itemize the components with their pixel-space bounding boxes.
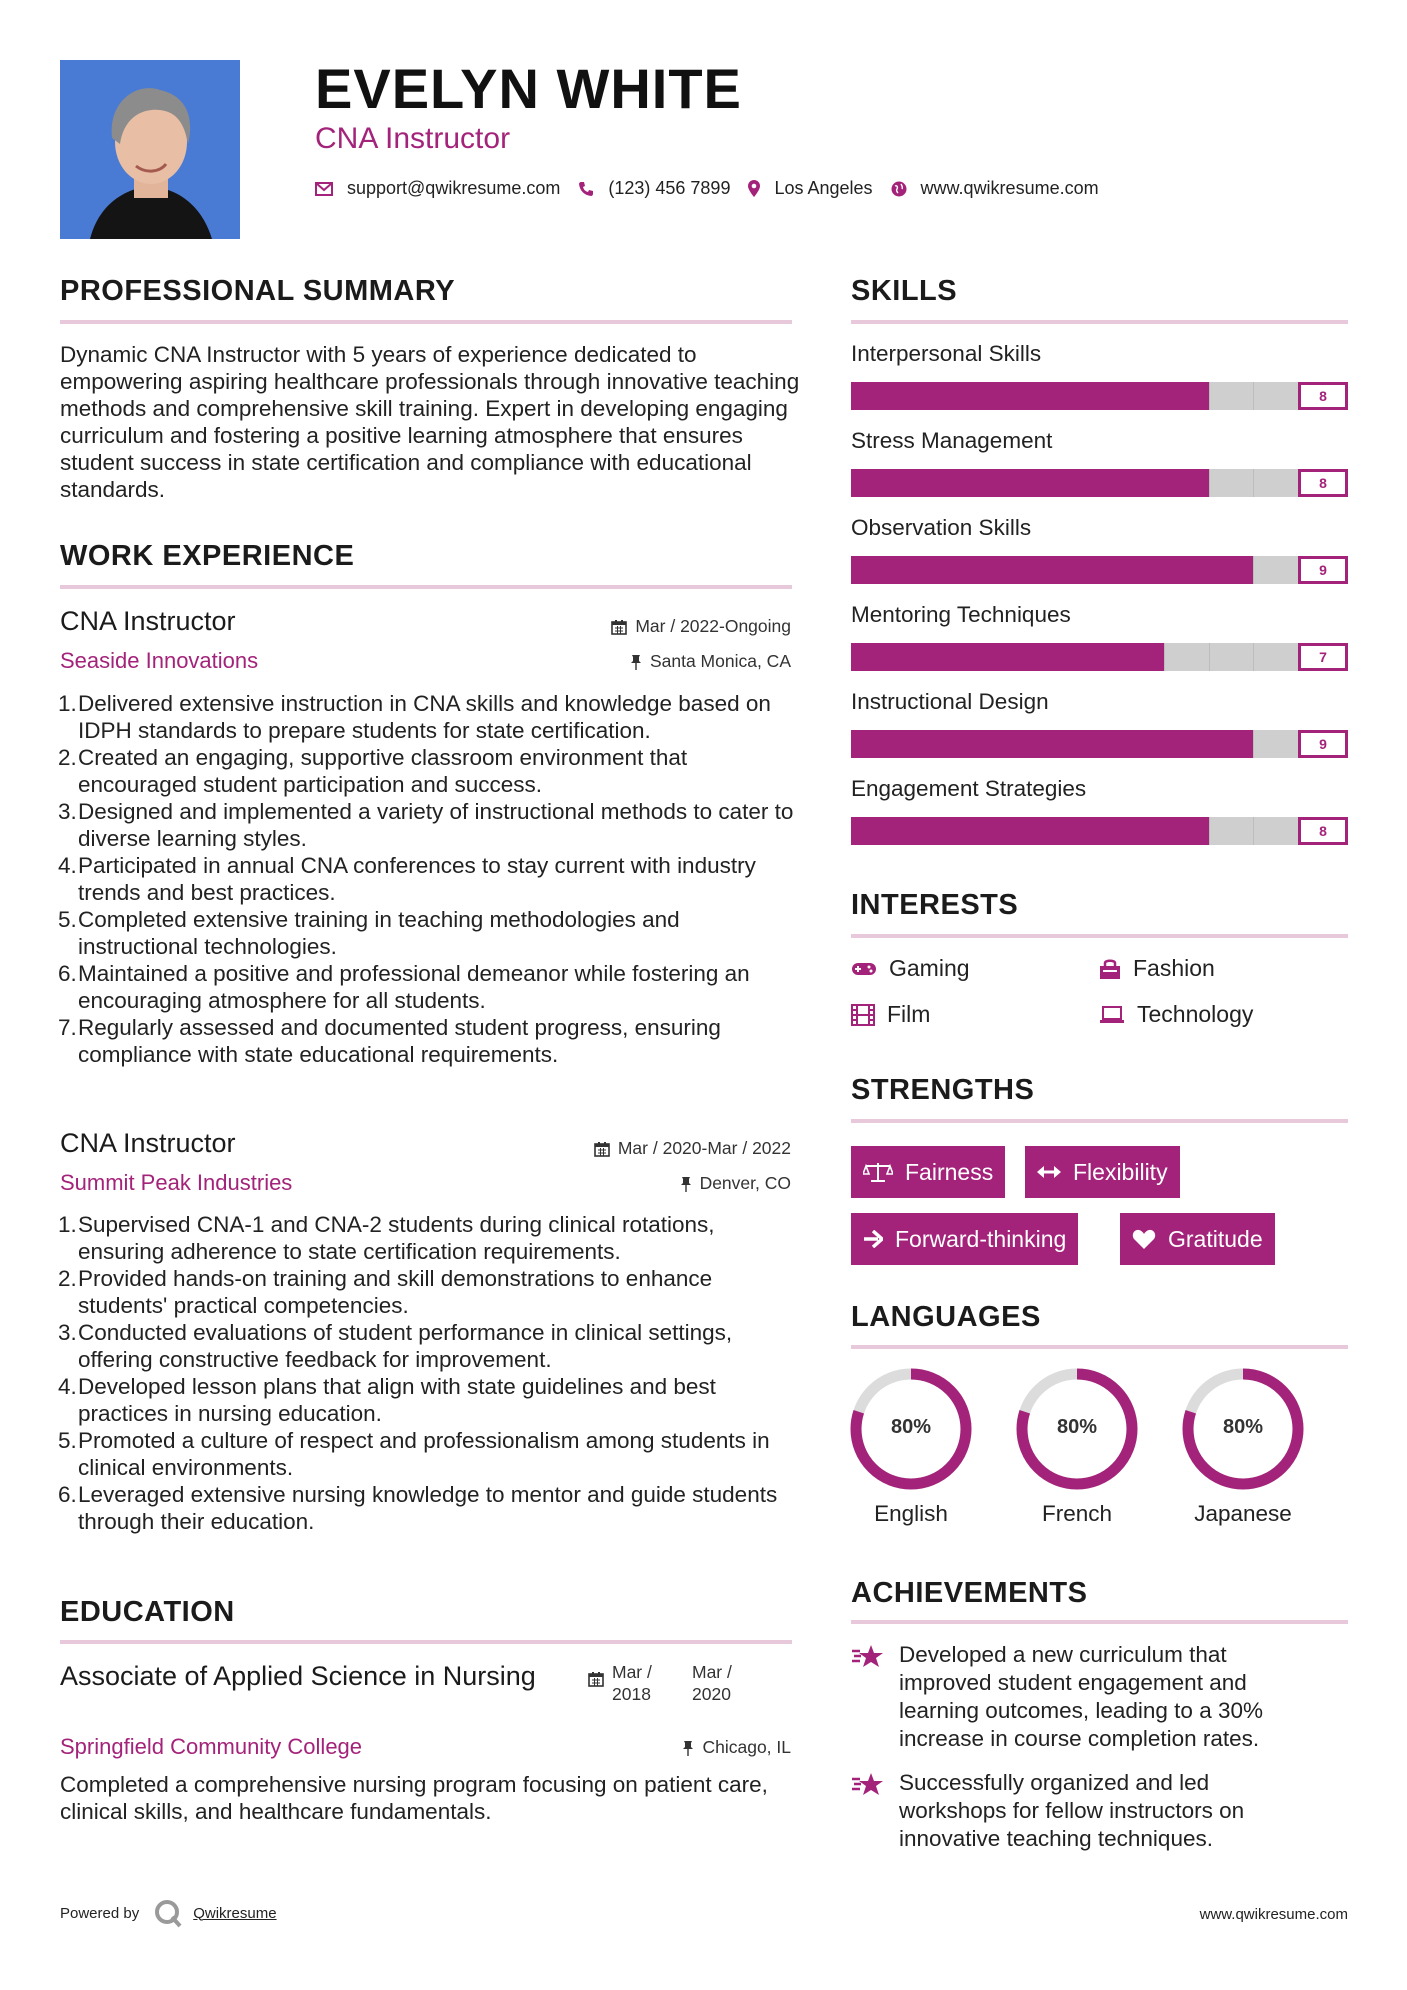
company-1: Seaside Innovations: [60, 648, 259, 673]
education-heading: EDUCATION: [60, 1596, 235, 1628]
contact-email[interactable]: [315, 178, 560, 199]
education-start: Mar / 2018: [612, 1662, 652, 1704]
strength-flexibility: [1025, 1146, 1180, 1198]
list-item: Supervised CNA-1 and CNA-2 students during clinical rotations, ensuring adherence to state certification requirements.: [78, 1212, 715, 1264]
pushpin-icon: [682, 1740, 694, 1756]
education-location-text: Chicago, IL: [702, 1737, 791, 1757]
skill-bar: [851, 817, 1298, 845]
laptop-icon: [1099, 1006, 1125, 1024]
job-dates-1: [611, 616, 791, 637]
list-item: Participated in annual CNA conferences to stay current with industry trends and best practices.: [78, 853, 756, 905]
skill-score-badge: 9: [1298, 556, 1348, 584]
skill-bar-empty-segment: [1253, 730, 1298, 758]
list-item: Developed lesson plans that align with state guidelines and best practices in nursing education.: [78, 1374, 716, 1426]
list-item: Designed and implemented a variety of instructional methods to cater to diverse learning styles.: [78, 799, 794, 851]
experience-rule: [60, 585, 792, 589]
language-percent: 80%: [890, 1416, 932, 1438]
achievement-text: Successfully organized and led workshops for fellow instructors on innovative teaching techniques.: [899, 1770, 1245, 1851]
skill-score-badge: 8: [1298, 382, 1348, 410]
interests-heading: INTERESTS: [851, 889, 1019, 921]
job-title-2: CNA Instructor: [60, 1128, 236, 1158]
education-description: Completed a comprehensive nursing program focusing on patient care, clinical skills, and healthcare fundamentals.: [60, 1772, 768, 1824]
summary-text: Dynamic CNA Instructor with 5 years of experience dedicated to empowering aspiring healthcare professionals through innovative teaching methods and comprehensive skill training. Expert in developing engaging curriculum and fostering a positive learning atmosphere that ensures student success in state certification and compliance with educational standards.: [60, 342, 800, 502]
skill-score-badge: 8: [1298, 817, 1348, 845]
footer-powered-by: [60, 1898, 277, 1928]
strength-forward-thinking: [851, 1213, 1078, 1265]
achievement-item: [851, 1641, 1321, 1753]
summary-rule: [60, 320, 792, 324]
job-bullets-1: [60, 690, 805, 1068]
skill-bar-fill: [851, 556, 1253, 584]
language-ring: [850, 1368, 972, 1495]
strength-gratitude: [1120, 1213, 1275, 1265]
education-dates: [588, 1661, 772, 1705]
contact-location: [748, 178, 872, 199]
job-location-1: [630, 651, 791, 672]
skill-bar: [851, 382, 1298, 410]
contact-bar: [315, 178, 1117, 199]
arrows-horizontal-icon: [1037, 1165, 1061, 1179]
location-text: Los Angeles: [774, 178, 873, 198]
language-ring: [1016, 1368, 1138, 1495]
job-dates-text-1: Mar / 2022-Ongoing: [635, 616, 791, 636]
interest-label: Technology: [1137, 1001, 1254, 1027]
strength-fairness: [851, 1146, 1005, 1198]
interest-technology: [1099, 1001, 1253, 1028]
strength-label: Fairness: [905, 1158, 994, 1185]
skills-rule: [851, 320, 1348, 324]
school-name: Springfield Community College: [60, 1734, 363, 1759]
envelope-icon: [315, 182, 333, 196]
skill-name: Observation Skills: [851, 515, 1032, 540]
list-item: Created an engaging, supportive classroom environment that encouraged student participation and success.: [78, 745, 688, 797]
contact-phone[interactable]: [578, 178, 730, 199]
skill-name: Interpersonal Skills: [851, 341, 1042, 366]
languages-rule: [851, 1345, 1348, 1349]
website-text: www.qwikresume.com: [920, 178, 1099, 198]
list-item: Conducted evaluations of student performance in clinical settings, offering constructive feedback for improvement.: [78, 1320, 733, 1372]
job-location-text-2: Denver, CO: [699, 1173, 791, 1193]
phone-icon: [578, 181, 594, 197]
summary-heading: PROFESSIONAL SUMMARY: [60, 275, 456, 307]
skill-bar-empty-segment: [1253, 643, 1298, 671]
gamepad-icon: [851, 961, 877, 977]
list-item: Regularly assessed and documented student progress, ensuring compliance with state educational requirements.: [78, 1015, 721, 1067]
achievement-text: Developed a new curriculum that improved student engagement and learning outcomes, leading to a 30% increase in course completion rates.: [899, 1642, 1263, 1751]
heart-icon: [1132, 1229, 1156, 1250]
email-text: support@qwikresume.com: [347, 178, 561, 198]
strength-label: Gratitude: [1168, 1225, 1263, 1252]
skill-bar-empty-segment: [1253, 817, 1298, 845]
language-percent: 80%: [1056, 1416, 1098, 1438]
skill-bar-empty-segment: [1209, 817, 1254, 845]
skill-name: Mentoring Techniques: [851, 602, 1071, 627]
job-location-2: [680, 1173, 791, 1194]
job-dates-text-2: Mar / 2020-Mar / 2022: [617, 1138, 791, 1158]
candidate-name: EVELYN WHITE: [315, 57, 742, 120]
education-end: Mar / 2020: [692, 1662, 732, 1704]
skill-bar-empty-segment: [1209, 469, 1254, 497]
interest-film: [851, 1001, 930, 1028]
language-name: French: [1041, 1501, 1113, 1526]
education-location: [682, 1737, 791, 1758]
skill-bar: [851, 643, 1298, 671]
interest-label: Fashion: [1133, 955, 1215, 981]
strength-label: Forward-thinking: [895, 1225, 1067, 1252]
footer-site[interactable]: www.qwikresume.com: [1199, 1906, 1348, 1923]
skill-bar-fill: [851, 817, 1209, 845]
star-award-icon: [851, 1771, 885, 1799]
company-2: Summit Peak Industries: [60, 1170, 293, 1195]
skills-heading: SKILLS: [851, 275, 958, 307]
skill-bar-fill: [851, 730, 1253, 758]
balance-scale-icon: [863, 1161, 893, 1183]
skill-bar-empty-segment: [1209, 382, 1254, 410]
strengths-rule: [851, 1119, 1348, 1123]
skill-score-badge: 9: [1298, 730, 1348, 758]
interest-fashion: [1099, 955, 1215, 982]
achievements-heading: ACHIEVEMENTS: [851, 1577, 1088, 1609]
language-ring: [1182, 1368, 1304, 1495]
list-item: Maintained a positive and professional demeanor while fostering an encouraging atmosphere for all students.: [78, 961, 750, 1013]
list-item: Delivered extensive instruction in CNA skills and knowledge based on IDPH standards to prepare students for state certification.: [78, 691, 771, 743]
job-title-1: CNA Instructor: [60, 606, 236, 636]
language-name: English: [874, 1501, 948, 1526]
skill-bar-empty-segment: [1253, 556, 1298, 584]
job-bullets-2: [60, 1211, 805, 1535]
job-location-text-1: Santa Monica, CA: [649, 651, 791, 671]
powered-by-text: Powered by: [60, 1904, 140, 1922]
interest-gaming: [851, 955, 970, 982]
skill-bar: [851, 730, 1298, 758]
skill-bar-empty-segment: [1209, 643, 1254, 671]
interests-rule: [851, 934, 1348, 938]
qwikresume-logo-icon: [153, 1898, 183, 1928]
strength-label: Flexibility: [1073, 1158, 1168, 1185]
language-percent: 80%: [1222, 1416, 1264, 1438]
experience-heading: WORK EXPERIENCE: [60, 540, 355, 572]
calendar-icon: [611, 619, 627, 635]
list-item: Leveraged extensive nursing knowledge to mentor and guide students through their education.: [78, 1482, 778, 1534]
language-name: Japanese: [1194, 1501, 1292, 1526]
shopping-bag-icon: [1099, 958, 1121, 980]
degree-title: Associate of Applied Science in Nursing: [60, 1661, 536, 1691]
star-award-icon: [851, 1643, 885, 1671]
skill-bar-empty-segment: [1253, 382, 1298, 410]
profile-photo: [60, 60, 240, 239]
arrow-right-icon: [863, 1230, 883, 1248]
qwikresume-link[interactable]: Qwikresume: [193, 1904, 277, 1922]
skill-bar-fill: [851, 382, 1209, 410]
skill-name: Instructional Design: [851, 689, 1049, 714]
job-dates-2: [594, 1138, 791, 1159]
languages-heading: LANGUAGES: [851, 1301, 1041, 1333]
skill-bar: [851, 556, 1298, 584]
skill-name: Engagement Strategies: [851, 776, 1087, 801]
education-rule: [60, 1640, 792, 1644]
pushpin-icon: [680, 1176, 692, 1192]
interest-label: Film: [887, 1001, 931, 1027]
achievement-item: [851, 1769, 1321, 1853]
globe-icon: [891, 181, 907, 197]
calendar-icon: [588, 1671, 604, 1687]
list-item: Provided hands-on training and skill demonstrations to enhance students' practical competencies.: [78, 1266, 713, 1318]
skill-score-badge: 8: [1298, 469, 1348, 497]
skill-bar-empty-segment: [1164, 643, 1209, 671]
list-item: Completed extensive training in teaching methodologies and instructional technologies.: [78, 907, 680, 959]
map-pin-icon: [748, 180, 760, 197]
candidate-title: CNA Instructor: [315, 122, 511, 155]
achievements-rule: [851, 1620, 1348, 1624]
film-icon: [851, 1004, 875, 1026]
skill-bar-fill: [851, 643, 1164, 671]
calendar-icon: [594, 1141, 610, 1157]
skill-bar-empty-segment: [1253, 469, 1298, 497]
strengths-heading: STRENGTHS: [851, 1074, 1035, 1106]
contact-website[interactable]: [891, 178, 1099, 199]
pushpin-icon: [630, 654, 642, 670]
skill-bar: [851, 469, 1298, 497]
list-item: Promoted a culture of respect and professionalism among students in clinical environments.: [78, 1428, 770, 1480]
skill-score-badge: 7: [1298, 643, 1348, 671]
interest-label: Gaming: [889, 955, 970, 981]
skill-bar-fill: [851, 469, 1209, 497]
phone-text: (123) 456 7899: [608, 178, 731, 198]
skill-name: Stress Management: [851, 428, 1053, 453]
